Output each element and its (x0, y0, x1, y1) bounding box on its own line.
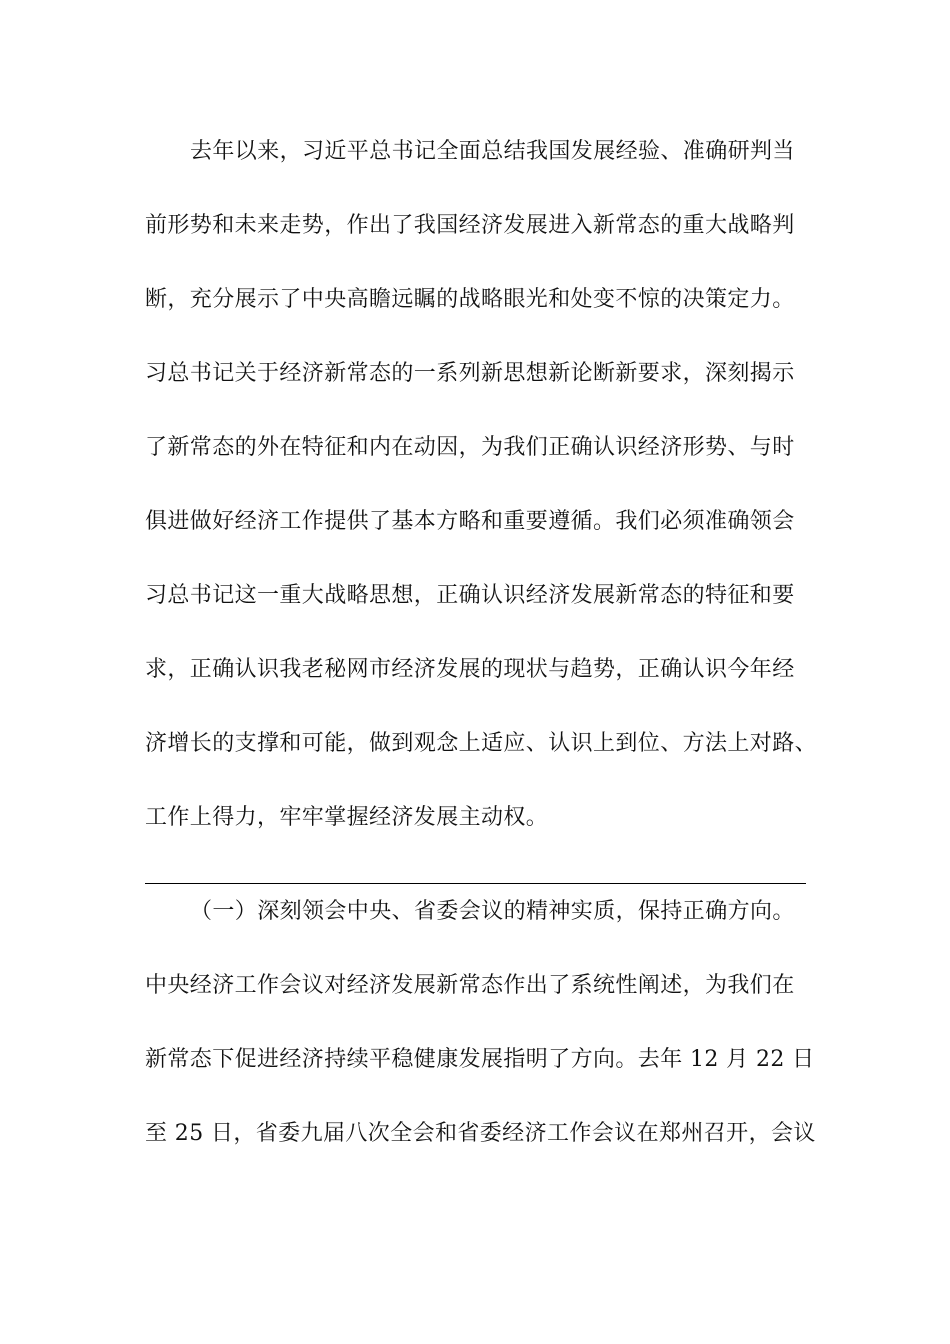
paragraph2-line: 新常态下促进经济持续平稳健康发展指明了方向。去年 12 月 22 日 (145, 1047, 815, 1072)
paragraph1-line: 济增长的支撑和可能，做到观念上适应、认识上到位、方法上对路、 (145, 731, 818, 756)
section-heading: （一）深刻领会中央、省委会议的精神实质，保持正确方向。 (190, 899, 795, 924)
paragraph1-line: 了新常态的外在特征和内在动因，为我们正确认识经济形势、与时 (145, 435, 795, 460)
paragraph1-line: 俱进做好经济工作提供了基本方略和重要遵循。我们必须准确领会 (145, 509, 795, 534)
paragraph1-line: 习总书记关于经济新常态的一系列新思想新论断新要求，深刻揭示 (145, 361, 795, 386)
paragraph2-line: 至 25 日，省委九届八次全会和省委经济工作会议在郑州召开，会议 (145, 1121, 816, 1146)
paragraph1-line: 工作上得力，牢牢掌握经济发展主动权。 (145, 805, 549, 830)
paragraph1-line: 求，正确认识我老秘网市经济发展的现状与趋势，正确认识今年经 (145, 657, 795, 682)
paragraph1-line: 习总书记这一重大战略思想，正确认识经济发展新常态的特征和要 (145, 583, 795, 608)
paragraph1-line: 去年以来，习近平总书记全面总结我国发展经验、准确研判当 (190, 139, 795, 164)
paragraph1-line: 前形势和未来走势，作出了我国经济发展进入新常态的重大战略判 (145, 213, 795, 238)
horizontal-rule (145, 883, 806, 884)
paragraph1-line: 断，充分展示了中央高瞻远瞩的战略眼光和处变不惊的决策定力。 (145, 287, 795, 312)
paragraph2-line: 中央经济工作会议对经济发展新常态作出了系统性阐述，为我们在 (145, 973, 795, 998)
